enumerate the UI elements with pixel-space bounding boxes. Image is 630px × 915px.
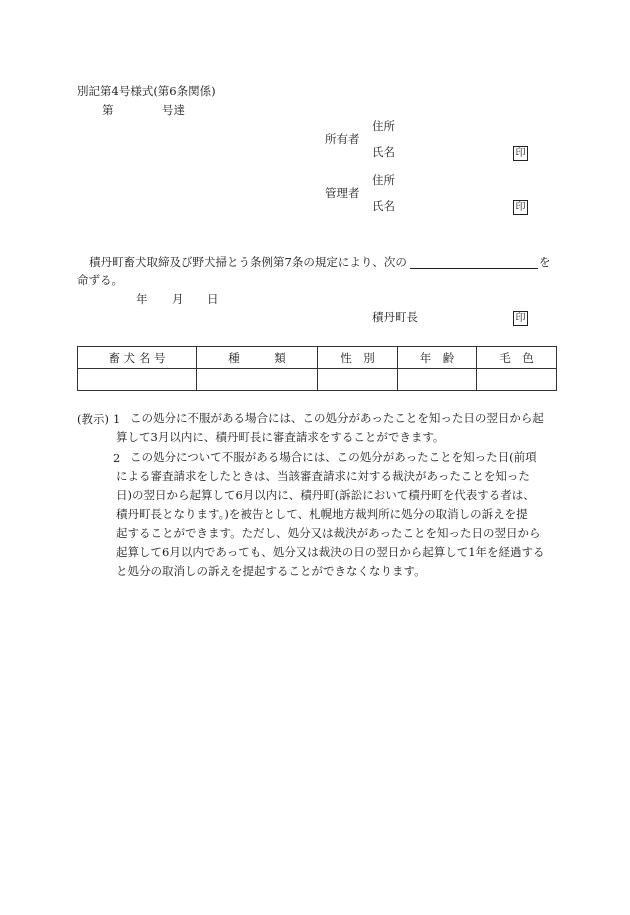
note-2-text bbox=[116, 448, 545, 581]
note-2-line: 起算して6月以内であっても、処分又は裁決の日の翌日から起算して1年を経過する bbox=[116, 545, 545, 559]
date-day-label: 日 bbox=[207, 292, 219, 306]
note-2-line: による審査請求をしたときは、当該審査請求に対する裁決があったことを知った bbox=[116, 469, 530, 483]
cell-breed bbox=[197, 369, 318, 391]
header-breed: 種 類 bbox=[197, 347, 318, 369]
owner-seal-mark: 印 bbox=[513, 146, 528, 161]
manager-address-label: 住所 bbox=[372, 173, 395, 187]
table-header-row bbox=[78, 347, 557, 369]
issuer-name: 積丹町長 bbox=[372, 310, 418, 324]
note-2-line: 積丹町長となります。)を被告として、札幌地方裁判所に処分の取消しの訴えを提 bbox=[116, 507, 528, 521]
owner-role-label: 所有者 bbox=[325, 132, 360, 146]
order-blank-line bbox=[410, 268, 538, 269]
owner-name-label: 氏名 bbox=[372, 145, 395, 159]
note-1-text bbox=[116, 409, 544, 447]
note-2-number: 2 bbox=[113, 451, 121, 465]
cell-dog-name bbox=[78, 369, 197, 391]
note-1-line: 算して3月以内に、積丹町長に審査請求をすることができます。 bbox=[116, 430, 445, 444]
note-2-line: この処分について不服がある場合には、この処分があったことを知った日(前項 bbox=[130, 450, 537, 464]
order-text: 積丹町畜犬取締及び野犬掃とう条例第7条の規定により、次の bbox=[89, 255, 407, 269]
order-text-line2: 命ずる。 bbox=[77, 273, 123, 287]
form-title: 別記第4号様式(第6条関係) bbox=[77, 84, 216, 98]
issuer-seal-mark: 印 bbox=[513, 311, 528, 326]
document-number-prefix: 第 bbox=[102, 103, 114, 117]
cell-sex bbox=[318, 369, 398, 391]
date-year-label: 年 bbox=[136, 292, 148, 306]
manager-role-label: 管理者 bbox=[325, 186, 360, 200]
owner-address-label: 住所 bbox=[372, 119, 395, 133]
note-2-line: 日)の翌日から起算して6月以内に、積丹町(訴訟において積丹町を代表する者は、 bbox=[116, 488, 535, 502]
header-dog-name: 畜 犬 名 号 bbox=[78, 347, 197, 369]
dog-info-table bbox=[77, 346, 557, 391]
header-sex: 性 別 bbox=[318, 347, 398, 369]
note-1-line: この処分に不服がある場合には、この処分があったことを知った日の翌日から起 bbox=[130, 411, 544, 425]
manager-seal-mark: 印 bbox=[513, 200, 528, 215]
date-month-label: 月 bbox=[172, 292, 184, 306]
table-row bbox=[78, 369, 557, 391]
header-coat-color: 毛 色 bbox=[477, 347, 557, 369]
order-text-end: を bbox=[539, 255, 551, 269]
cell-coat-color bbox=[477, 369, 557, 391]
notes-label: (教示) bbox=[77, 412, 109, 426]
document-number-suffix: 号達 bbox=[162, 103, 185, 117]
header-age: 年 齢 bbox=[398, 347, 477, 369]
note-2-line: と処分の取消しの訴えを提起することができなくなります。 bbox=[116, 564, 426, 578]
note-1-number: 1 bbox=[113, 412, 121, 426]
manager-name-label: 氏名 bbox=[372, 199, 395, 213]
note-2-line: 起することができます。ただし、処分又は裁決があったことを知った日の翌日から bbox=[116, 526, 541, 540]
cell-age bbox=[398, 369, 477, 391]
